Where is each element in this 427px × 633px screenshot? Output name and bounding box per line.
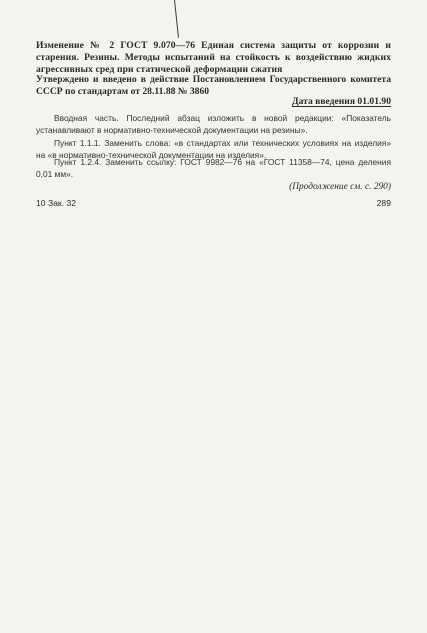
continuation-note: (Продолжение см. с. 290) xyxy=(289,182,391,192)
order-number: 10 Зак. 32 xyxy=(36,198,77,208)
paragraph-clause-1-1-1: Пункт 1.1.1. Заменить слова: «в стандартах или технических условиях на изделия» на «в нормативно-технической документации на изделия». xyxy=(36,138,391,160)
approval-statement: Утверждено и введено в действие Постановлением Государственного комитета СССР по стандартам от 28.11.88 № 3860 xyxy=(36,74,391,97)
page-number: 289 xyxy=(376,198,391,208)
amendment-heading: Изменение № 2 ГОСТ 9.070—76 Единая система защиты от коррозии и старения. Резины. Методы испытаний на стойкость к воздействию жидких агрессивных сред при статической деформации сжатия xyxy=(36,40,391,75)
paragraph-intro: Вводная часть. Последний абзац изложить в новой редакции: «Показатель устанавливают в нормативно-технической документации на резины». xyxy=(36,113,391,135)
effective-date: Дата введения 01.01.90 xyxy=(291,96,391,107)
paragraph-clause-1-2-4: Пункт 1.2.4. Заменить ссылку: ГОСТ 9982—76 на «ГОСТ 11358—74, цена деления 0,01 мм». xyxy=(36,157,391,179)
handwritten-tick-mark xyxy=(174,0,179,38)
